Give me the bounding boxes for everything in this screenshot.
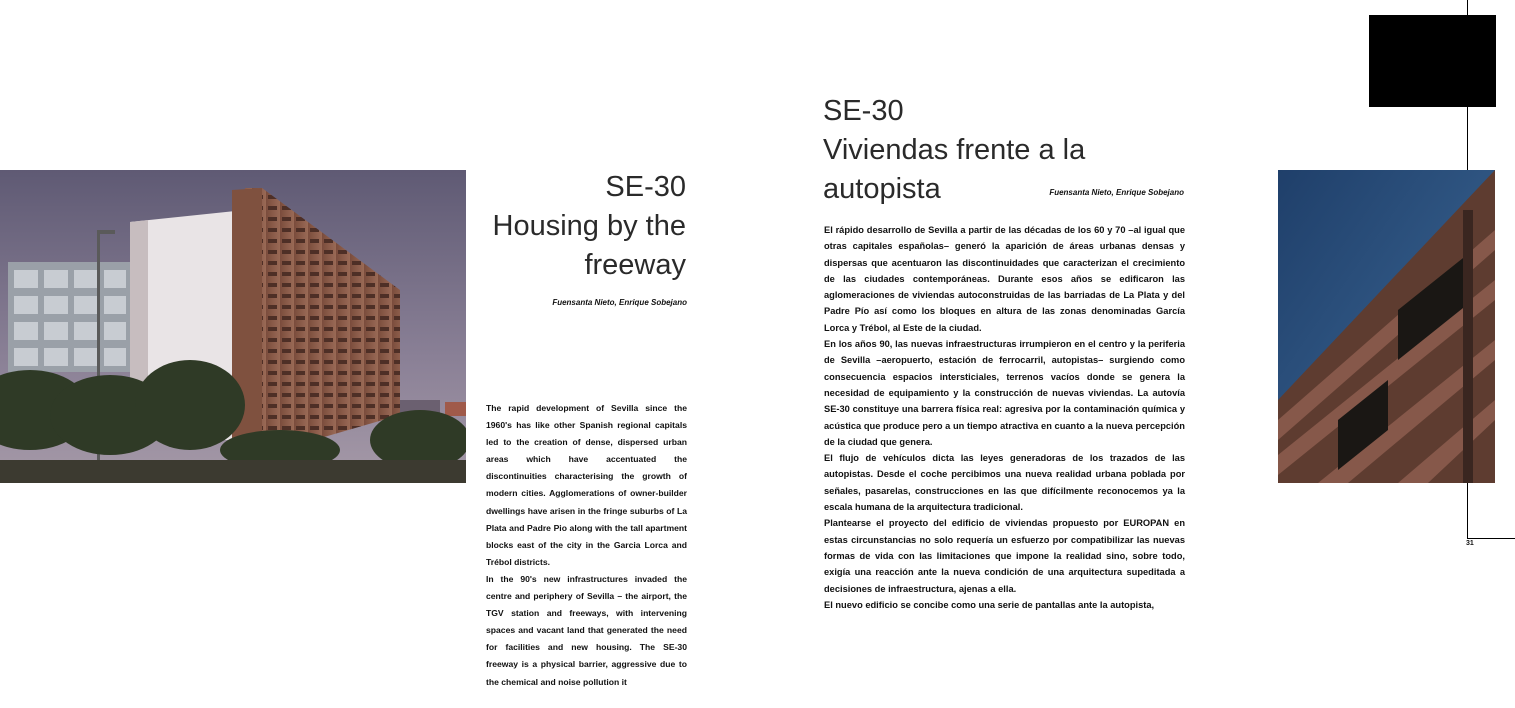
english-title-line-2: Housing by the [492,210,686,242]
spanish-title-line-2: Viviendas frente a la autopista [823,134,1086,205]
spanish-paragraph-5: El nuevo edificio se concibe como una serie de pantallas ante la autopista, [824,599,1155,610]
building-photo-left [0,170,466,483]
spanish-authors: Fuensanta Nieto, Enrique Sobejano [1049,188,1184,197]
english-title [470,168,686,285]
english-title-line-3: freeway [584,249,686,281]
vertical-rule [1467,0,1468,15]
building-photo-right [1278,170,1495,483]
black-marker-block [1369,15,1496,107]
vertical-rule [1467,483,1468,539]
english-authors: Fuensanta Nieto, Enrique Sobejano [552,298,687,307]
english-paragraph-1: The rapid development of Sevilla since the 1960's has like other Spanish regional capitals led to the creation of dense, dispersed urban areas which have accentuated the discontinuities characterising the growth of modern cities. Agglomerations of owner-builder dwellings have arisen in the fringe suburbs of La Plata and Padre Pio along with the tall apartment blocks east of the city in the Garcia Lorca and Trébol districts. [486,403,687,567]
spanish-body [824,222,1185,613]
horizontal-rule [1467,538,1515,539]
english-paragraph-2: In the 90's new infrastructures invaded the centre and periphery of Sevilla – the airport, the TGV station and freeways, with intervening spaces and vacant land that generated the need for facilities and new housing. The SE-30 freeway is a physical barrier, aggressive due to the chemical and noise pollution it [486,573,687,687]
spanish-paragraph-3: El flujo de vehículos dicta las leyes generadoras de los trazados de las autopistas. Desde el coche percibimos una nueva realidad urbana poblada por señales, pasarelas, construcciones en las que difícilmente reconocemos ya la escala humana de la arquitectura tradicional. [824,453,1185,513]
english-body [486,400,687,691]
english-title-line-1: SE-30 [605,171,686,203]
facade-detail-illustration [1278,170,1495,483]
housing-block-illustration [0,170,466,483]
spanish-paragraph-2: En los años 90, las nuevas infraestructuras irrumpieron en el centro y la periferia de Sevilla –aeropuerto, estación de ferrocarril, autopistas– surgiendo como consecuencia espacios intersticiales, terrenos vacíos donde se genera la necesidad de equipamiento y la construcción de nuevas viviendas. La autovía SE-30 constituye una barrera física real: agresiva por la contaminación química y acústica que produce pero a un tiempo atractiva en cuanto a la nueva percepción de la ciudad que genera. [824,339,1185,447]
vertical-rule [1467,107,1468,170]
spanish-paragraph-4: Plantearse el proyecto del edificio de viviendas propuesto por EUROPAN en estas circunstancias no solo requería un esfuerzo por compatibilizar las nuevas formas de vida con las limitaciones que impone la realidad sino, sobre todo, exigía una reacción ante la nueva condición de una arquitectura supeditada a decisiones de infraestructura, ajenas a ella. [824,518,1185,594]
spanish-title-line-1: SE-30 [823,95,904,127]
spanish-paragraph-1: El rápido desarrollo de Sevilla a partir de las décadas de los 60 y 70 –al igual que otras capitales españolas– generó la aparición de áreas urbanas densas y dispersas que acentuaron las discontinuidades que caracterizan el crecimiento de las ciudades contemporáneas. Durante esos años se edificaron las aglomeraciones de viviendas autoconstruidas de las barriadas de La Plata y del Padre Pío así como los bloques en altura de las zonas denominadas García Lorca y Trébol, al Este de la ciudad. [824,225,1185,333]
page-number: 31 [1466,540,1474,547]
